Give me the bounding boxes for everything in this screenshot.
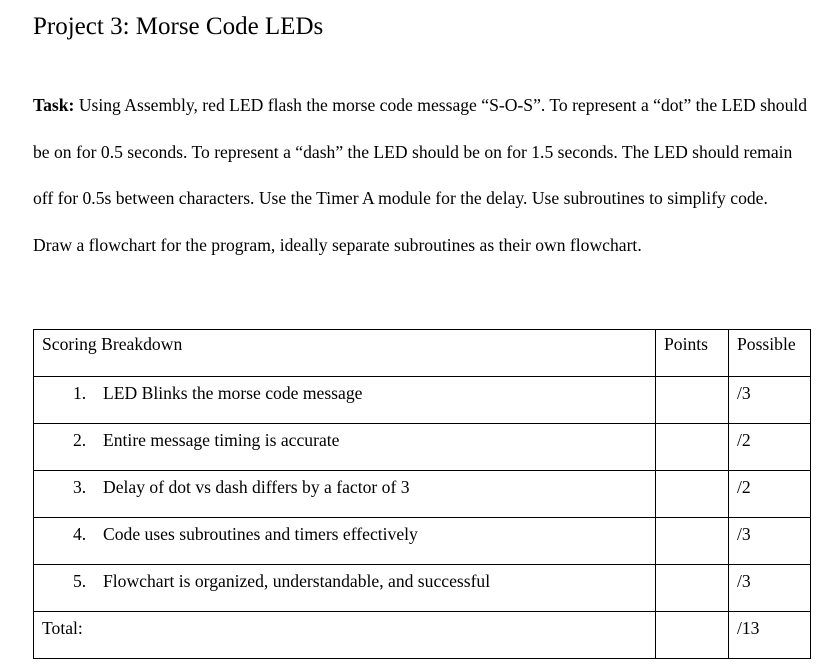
criterion-label: LED Blinks the morse code message (103, 383, 363, 403)
criterion-label: Code uses subroutines and timers effectively (103, 524, 418, 544)
criterion-cell (34, 471, 656, 518)
possible-cell: /2 (729, 471, 811, 518)
criterion-number: 5. (73, 571, 87, 591)
points-cell (656, 518, 729, 565)
criterion-number: 4. (73, 524, 87, 544)
criterion-number: 1. (73, 383, 87, 403)
points-cell (656, 377, 729, 424)
points-cell (656, 565, 729, 612)
total-label-cell: Total: (34, 612, 656, 659)
criterion-cell (34, 518, 656, 565)
possible-cell: /2 (729, 424, 811, 471)
header-possible: Possible (729, 330, 811, 377)
header-scoring-breakdown: Scoring Breakdown (34, 330, 656, 377)
criterion-number: 3. (73, 477, 87, 497)
table-row (34, 377, 811, 424)
scoring-table (33, 329, 811, 659)
page-title: Project 3: Morse Code LEDs (33, 13, 324, 40)
criterion-cell (34, 565, 656, 612)
criterion-label: Delay of dot vs dash differs by a factor of 3 (103, 477, 410, 497)
task-paragraph (33, 82, 808, 268)
table-row (34, 471, 811, 518)
total-possible-cell: /13 (729, 612, 811, 659)
criterion-label: Entire message timing is accurate (103, 430, 340, 450)
criterion-number: 2. (73, 430, 87, 450)
header-points: Points (656, 330, 729, 377)
criterion-cell (34, 424, 656, 471)
total-row (34, 612, 811, 659)
task-text: Using Assembly, red LED flash the morse code message “S-O-S”. To represent a “dot” the LED should be on for 0.5 seconds. To represent a “dash” the LED should be on for 1.5 seconds. The LED should remain off for 0.5s between characters. Use the Timer A module for the delay. Use subroutines to simplify code. Draw a flowchart for the program, ideally separate subroutines as their own flowchart. (33, 95, 808, 255)
possible-cell: /3 (729, 377, 811, 424)
table-row (34, 424, 811, 471)
table-row (34, 565, 811, 612)
points-cell (656, 471, 729, 518)
criterion-cell (34, 377, 656, 424)
table-header-row (34, 330, 811, 377)
table-row (34, 518, 811, 565)
criterion-label: Flowchart is organized, understandable, and successful (103, 571, 491, 591)
task-label: Task: (33, 95, 75, 115)
possible-cell: /3 (729, 518, 811, 565)
possible-cell: /3 (729, 565, 811, 612)
points-cell (656, 424, 729, 471)
total-points-cell (656, 612, 729, 659)
